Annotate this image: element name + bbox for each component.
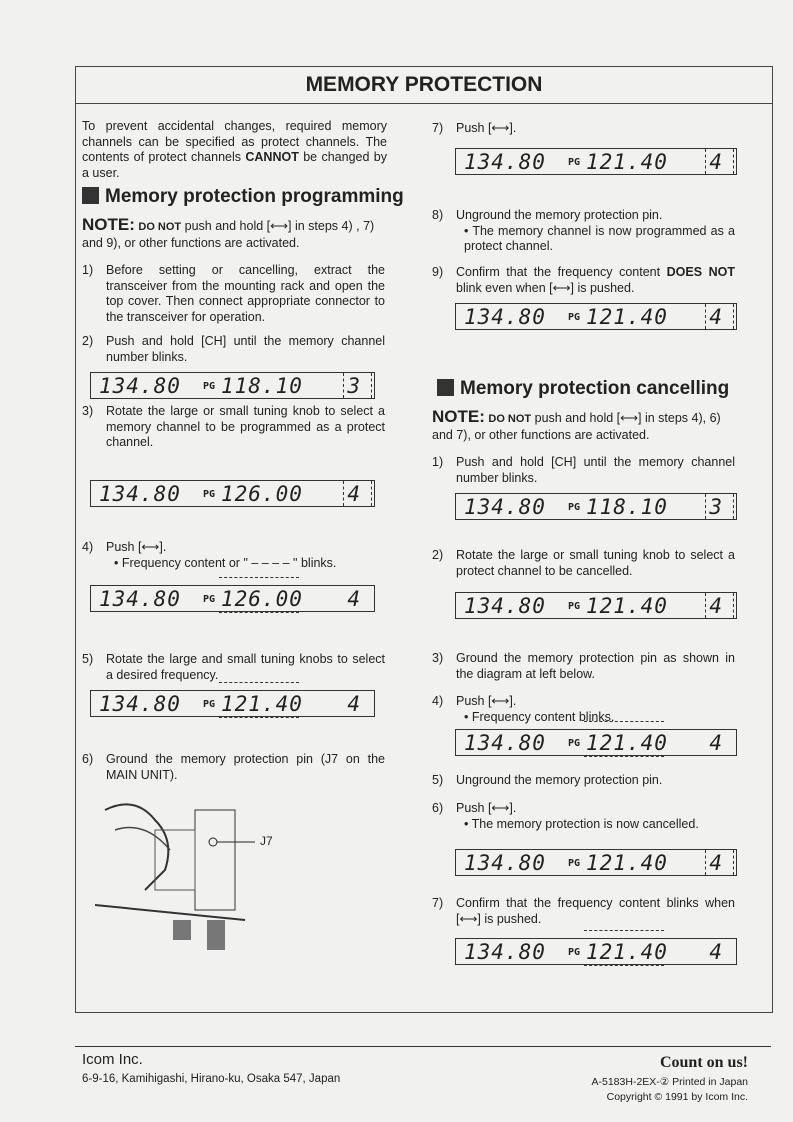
- step-number: 4): [432, 694, 444, 708]
- lcd-sub-frequency: 118.10: [586, 495, 668, 519]
- blink-indicator: [219, 717, 299, 725]
- j7-label: J7: [260, 834, 273, 848]
- heading-square: [437, 379, 454, 396]
- step-text-end: blink even when [⟷] is pushed.: [456, 280, 635, 295]
- lcd-display: [455, 148, 737, 175]
- step-number: 2): [432, 548, 444, 562]
- footer-company: Icom Inc.: [82, 1051, 143, 1068]
- step-text: Push and hold [CH] until the memory channel number blinks.: [106, 334, 385, 364]
- lcd-display: [455, 849, 737, 876]
- lcd-pg-indicator: PG: [568, 947, 581, 958]
- heading-text: Memory protection programming: [105, 186, 404, 207]
- heading-cancelling: [437, 378, 729, 400]
- cancel-step-3: [432, 651, 735, 682]
- blink-indicator: [723, 850, 734, 875]
- lcd-display: [455, 938, 737, 965]
- step-subtext: • Frequency content blinks.: [464, 709, 615, 724]
- blink-indicator: [705, 850, 712, 875]
- blink-indicator: [361, 481, 372, 506]
- lcd-main-frequency: 134.80: [464, 940, 546, 964]
- step-subtext: • The memory channel is now programmed as a protect channel.: [464, 223, 735, 253]
- blink-indicator: [705, 593, 712, 618]
- intro-bold: CANNOT: [245, 150, 299, 164]
- lcd-display: [455, 729, 737, 756]
- step-text: Push and hold [CH] until the memory channel number blinks.: [456, 455, 735, 485]
- step-text: Ground the memory protection pin as shown in the diagram at left below.: [456, 651, 735, 681]
- step-number: 5): [432, 773, 444, 787]
- lcd-sub-frequency: 121.40: [221, 692, 303, 716]
- prog-step-9: [432, 265, 735, 296]
- lcd-pg-indicator: PG: [568, 601, 581, 612]
- cancel-step-2: [432, 548, 735, 579]
- note-text: push and hold [⟷] in steps 4), 6) and 7), or other functions are activated.: [432, 411, 721, 442]
- step-text: Rotate the large or small tuning knob to select a protect channel to be cancelled.: [456, 548, 735, 578]
- lcd-channel-number: 4: [709, 731, 722, 755]
- step-text: Confirm that the frequency content: [456, 265, 667, 279]
- note-programming: [82, 217, 387, 251]
- step-subtext: • The memory protection is now cancelled.: [464, 816, 699, 831]
- lcd-channel-number: 4: [709, 594, 722, 618]
- step-text: Ground the memory protection pin (J7 on the MAIN UNIT).: [106, 752, 385, 782]
- step-number: 5): [82, 652, 94, 666]
- lcd-main-frequency: 134.80: [464, 851, 546, 875]
- lcd-channel-number: 4: [709, 150, 722, 174]
- lcd-channel-number: 4: [347, 692, 360, 716]
- prog-step-4: [82, 540, 385, 571]
- blink-indicator: [705, 304, 712, 329]
- step-text: Push [⟷].: [456, 801, 517, 815]
- lcd-pg-indicator: PG: [568, 738, 581, 749]
- lcd-channel-number: 4: [347, 587, 360, 611]
- lcd-channel-number: 4: [347, 482, 360, 506]
- lcd-main-frequency: 134.80: [464, 495, 546, 519]
- step-number: 4): [82, 540, 94, 554]
- step-text: Unground the memory protection pin.: [456, 208, 663, 222]
- cancel-step-7: [432, 896, 735, 927]
- lcd-sub-frequency: 121.40: [586, 851, 668, 875]
- prog-step-5: [82, 652, 385, 683]
- blink-indicator: [219, 682, 299, 690]
- footer-address: 6-9-16, Kamihigashi, Hirano-ku, Osaka 547, Japan: [82, 1073, 341, 1085]
- lcd-sub-frequency: 121.40: [586, 731, 668, 755]
- step-number: 6): [432, 801, 444, 815]
- blink-indicator: [723, 149, 734, 174]
- step-number: 3): [432, 651, 444, 665]
- lcd-display: [455, 592, 737, 619]
- blink-indicator: [584, 930, 664, 938]
- blink-indicator: [219, 612, 299, 620]
- intro-end: be changed by a user.: [82, 150, 387, 180]
- prog-step-7: [432, 121, 735, 137]
- lcd-main-frequency: 134.80: [464, 594, 546, 618]
- blink-indicator: [723, 304, 734, 329]
- lcd-pg-indicator: PG: [203, 594, 216, 605]
- step-text: Before setting or cancelling, extract the transceiver from the mounting rack and open the top cover. Then connect appropriate connector to the transceiver for operation.: [106, 263, 385, 324]
- step-text: Push [⟷].: [456, 694, 517, 708]
- step-number: 6): [82, 752, 94, 766]
- lcd-main-frequency: 134.80: [464, 305, 546, 329]
- prog-step-6: [82, 752, 385, 783]
- footer-slogan: Count on us!: [659, 1054, 748, 1071]
- note-text: push and hold [⟷] in steps 4) , 7) and 9), or other functions are activated.: [82, 219, 375, 250]
- lcd-main-frequency: 134.80: [99, 482, 181, 506]
- blink-indicator: [705, 494, 712, 519]
- footer-rule: [75, 1046, 771, 1047]
- prog-step-8: [432, 208, 735, 255]
- lcd-channel-number: 3: [347, 374, 360, 398]
- lcd-pg-indicator: PG: [568, 157, 581, 168]
- lcd-display: [90, 480, 375, 507]
- blink-indicator: [343, 373, 350, 398]
- blink-indicator: [343, 481, 350, 506]
- lcd-sub-frequency: 121.40: [586, 150, 668, 174]
- heading-square: [82, 187, 99, 204]
- lcd-main-frequency: 134.80: [99, 374, 181, 398]
- step-text: Push [⟷].: [456, 121, 517, 135]
- step-subtext: • Frequency content or " – – – – " blinks.: [114, 555, 337, 570]
- step-text: Push [⟷].: [106, 540, 167, 554]
- lcd-display: [455, 493, 737, 520]
- lcd-main-frequency: 134.80: [464, 150, 546, 174]
- lcd-display: [90, 585, 375, 612]
- lcd-display: [90, 372, 375, 399]
- note-donot: DO NOT: [138, 221, 182, 233]
- step-number: 1): [432, 455, 444, 469]
- blink-indicator: [705, 149, 712, 174]
- lcd-main-frequency: 134.80: [99, 587, 181, 611]
- lcd-sub-frequency: 121.40: [586, 940, 668, 964]
- heading-text: Memory protection cancelling: [460, 378, 730, 399]
- lcd-pg-indicator: PG: [568, 312, 581, 323]
- note-donot: DO NOT: [488, 413, 532, 425]
- prog-step-2: [82, 334, 385, 365]
- j7-pin-diagram: [95, 790, 275, 960]
- footer-code: A-5183H-2EX-② Printed in Japan: [591, 1076, 748, 1088]
- step-text: Rotate the large and small tuning knobs to select a desired frequency.: [106, 652, 385, 682]
- lcd-display: [90, 690, 375, 717]
- blink-indicator: [219, 577, 299, 585]
- lcd-channel-number: 4: [709, 851, 722, 875]
- cancel-step-1: [432, 455, 735, 486]
- step-number: 7): [432, 896, 444, 910]
- lcd-channel-number: 4: [709, 305, 722, 329]
- lcd-display: [455, 303, 737, 330]
- step-number: 9): [432, 265, 444, 279]
- lcd-channel-number: 3: [709, 495, 722, 519]
- lcd-sub-frequency: 126.00: [221, 482, 303, 506]
- lcd-sub-frequency: 118.10: [221, 374, 303, 398]
- lcd-pg-indicator: PG: [203, 699, 216, 710]
- heading-programming: [82, 186, 404, 208]
- blink-indicator: [361, 373, 372, 398]
- blink-indicator: [584, 756, 664, 764]
- lcd-sub-frequency: 121.40: [586, 594, 668, 618]
- footer-copyright: Copyright © 1991 by Icom Inc.: [606, 1091, 748, 1103]
- page-title: MEMORY PROTECTION: [75, 66, 773, 104]
- step-bold: DOES NOT: [666, 265, 735, 279]
- step-text: Rotate the large or small tuning knob to select a memory channel to be programmed as a protect channel.: [106, 404, 385, 449]
- lcd-sub-frequency: 126.00: [221, 587, 303, 611]
- step-number: 2): [82, 334, 94, 348]
- lcd-pg-indicator: PG: [203, 381, 216, 392]
- step-number: 7): [432, 121, 444, 135]
- step-number: 8): [432, 208, 444, 222]
- step-number: 1): [82, 263, 94, 277]
- lcd-sub-frequency: 121.40: [586, 305, 668, 329]
- lcd-pg-indicator: PG: [568, 858, 581, 869]
- note-label: NOTE:: [432, 407, 485, 426]
- blink-indicator: [723, 494, 734, 519]
- intro-text: To prevent accidental changes, required memory channels can be specified as protect channels. The contents of protect channels: [82, 119, 387, 164]
- blink-indicator: [723, 593, 734, 618]
- step-text: Unground the memory protection pin.: [456, 773, 663, 787]
- lcd-channel-number: 4: [709, 940, 722, 964]
- blink-indicator: [584, 965, 664, 973]
- note-cancelling: [432, 409, 737, 443]
- blink-indicator: [584, 721, 664, 729]
- cancel-step-6: [432, 801, 735, 832]
- lcd-main-frequency: 134.80: [99, 692, 181, 716]
- lcd-main-frequency: 134.80: [464, 731, 546, 755]
- lcd-pg-indicator: PG: [203, 489, 216, 500]
- step-number: 3): [82, 404, 94, 418]
- intro-paragraph: [82, 119, 387, 181]
- note-label: NOTE:: [82, 215, 135, 234]
- lcd-pg-indicator: PG: [568, 502, 581, 513]
- step-text: Confirm that the frequency content blinks when [⟷] is pushed.: [456, 896, 735, 926]
- prog-step-3: [82, 404, 385, 451]
- prog-step-1: [82, 263, 385, 325]
- cancel-step-5: [432, 773, 735, 789]
